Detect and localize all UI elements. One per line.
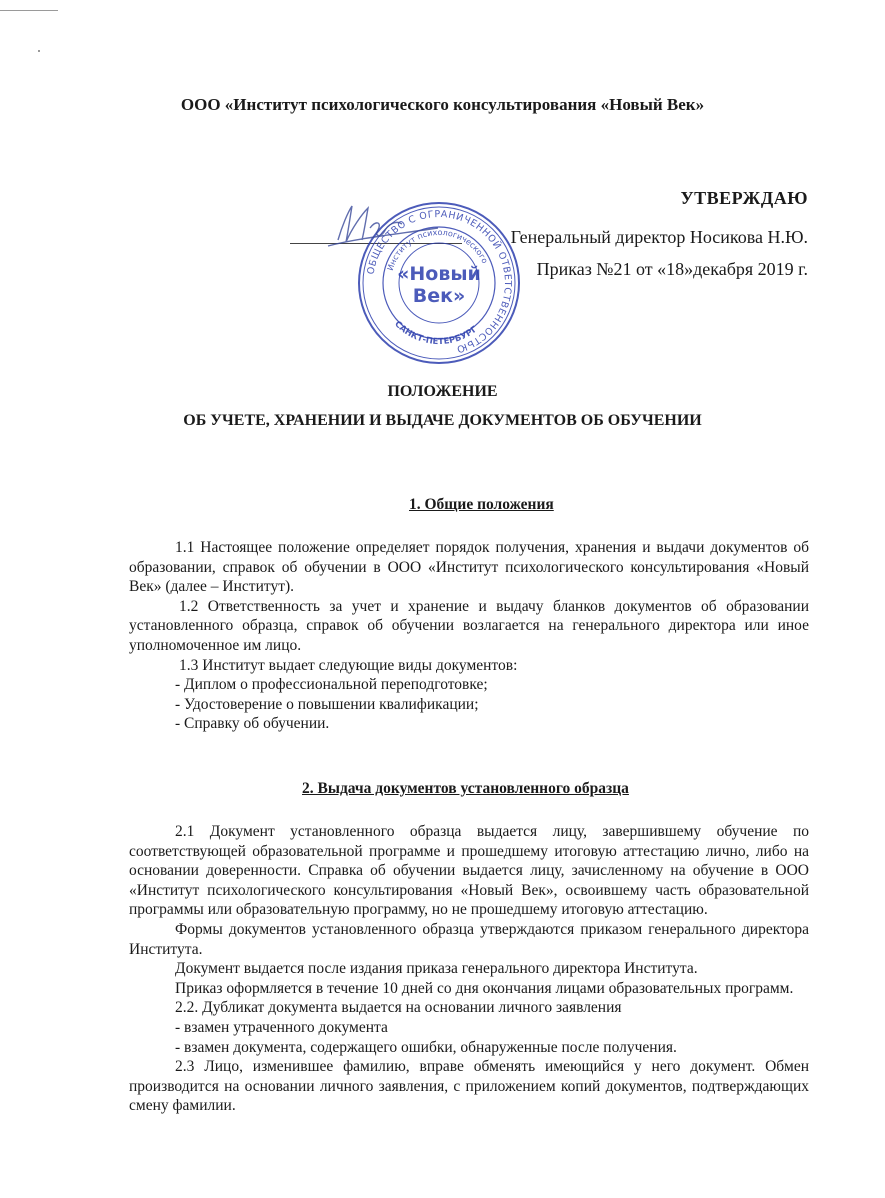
- svg-text:«Новый: «Новый: [397, 263, 481, 285]
- section2-paragraph-2-1: 2.1 Документ установленного образца выдается лицу, завершившему обучение по соответствующей образовательной программе и прошедшему итоговую аттестацию лично, либо на основании доверенности. Справка об обучении выдается лицу, зачисленному на обучение в ООО «Институт психологического консультирования «Новый Век», освоившему часть образовательной программы или образовательную программу, но не прошедшему итоговую аттестацию.: [129, 823, 809, 919]
- organization-header: ООО «Институт психологического консультирования «Новый Век»: [180, 95, 705, 114]
- handwritten-signature: [318, 198, 458, 258]
- list-item: - Справку об обучении.: [175, 715, 330, 733]
- director-line: Генеральный директор Носикова Н.Ю.: [510, 227, 808, 247]
- list-item: - взамен утраченного документа: [175, 1018, 388, 1036]
- scan-artifact-dot: [38, 50, 40, 52]
- document-title-line1: ПОЛОЖЕНИЕ: [387, 383, 498, 400]
- section2-paragraph-issue: Документ выдается после издания приказа генерального директора Института.: [175, 960, 698, 978]
- section2-body: [129, 822, 809, 1116]
- order-line: Приказ №21 от «18»декабря 2019 г.: [536, 259, 808, 279]
- section1-paragraph-1-1: 1.1 Настоящее положение определяет порядок получения, хранения и выдачи документов об образовании, справок об обучении в ООО «Институт психологического консультирования «Новый Век» (далее – Институт).: [129, 539, 809, 596]
- section1-paragraph-1-3: 1.3 Институт выдает следующие виды документов:: [179, 656, 518, 674]
- document-title-line2: ОБ УЧЕТЕ, ХРАНЕНИИ И ВЫДАЧЕ ДОКУМЕНТОВ ОБ ОБУЧЕНИИ: [183, 412, 702, 429]
- svg-text:САНКТ-ПЕТЕРБУРГ: САНКТ-ПЕТЕРБУРГ: [392, 319, 480, 348]
- section1-body: [129, 538, 809, 734]
- svg-text:ОБЩЕСТВО С ОГРАНИЧЕННОЙ ОТВЕТС: ОБЩЕСТВО С ОГРАНИЧЕННОЙ ОТВЕТСТВЕННОСТЬЮ: [365, 208, 514, 355]
- list-item: - Диплом о профессиональной переподготовке;: [175, 676, 488, 694]
- scan-artifact-line: [0, 10, 58, 11]
- section2-paragraph-forms: Формы документов установленного образца утверждаются приказом генерального директора Института.: [129, 920, 809, 958]
- svg-text:Век»: Век»: [412, 285, 466, 307]
- section2-paragraph-2-2: 2.2. Дубликат документа выдается на основании личного заявления: [175, 999, 622, 1017]
- approval-stamp-word: УТВЕРЖДАЮ: [680, 188, 808, 208]
- section2-paragraph-order: Приказ оформляется в течение 10 дней со дня окончания лицами образовательных программ.: [175, 979, 794, 997]
- section1-paragraph-1-2: 1.2 Ответственность за учет и хранение и выдачу бланков документов об образовании установленного образца, справок об обучении возлагается на генерального директора или иное уполномоченное им лицо.: [129, 597, 809, 654]
- section1-heading: 1. Общие положения: [409, 496, 554, 513]
- svg-text:Институт психологического: Институт психологического: [385, 227, 490, 272]
- list-item: - взамен документа, содержащего ошибки, обнаруженные после получения.: [175, 1038, 677, 1056]
- section2-paragraph-2-3: 2.3 Лицо, изменившее фамилию, вправе обменять имеющийся у него документ. Обмен производится на основании личного заявления, с приложением копий документов, подтверждающих смену фамилии.: [129, 1058, 809, 1115]
- list-item: - Удостоверение о повышении квалификации;: [175, 695, 479, 713]
- section2-heading: 2. Выдача документов установленного образца: [302, 780, 629, 797]
